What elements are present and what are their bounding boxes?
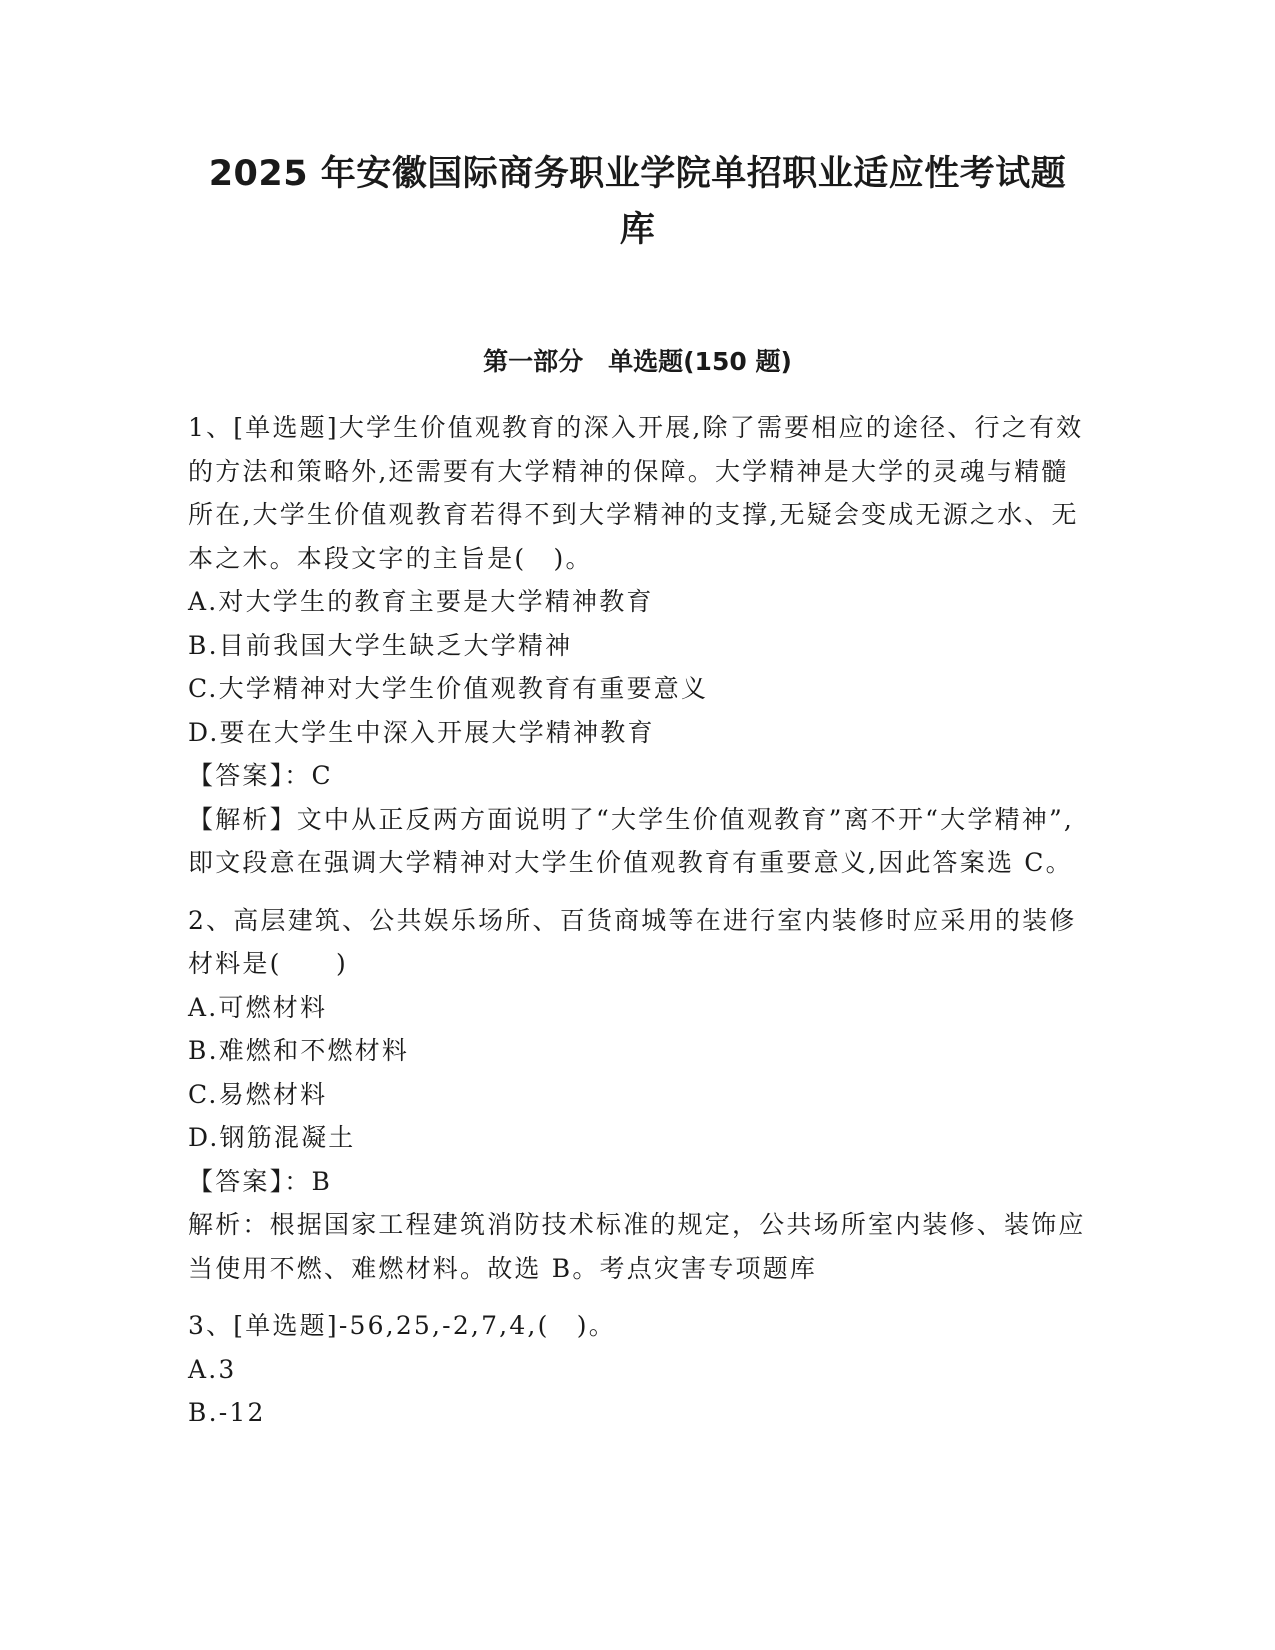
- document-title-line-2: 库: [619, 210, 656, 250]
- option-c: C.易燃材料: [188, 1079, 328, 1109]
- section-title: 第一部分 单选题(150 题): [483, 347, 792, 376]
- option-b: B.-12: [188, 1398, 266, 1427]
- question-stem: 3、[单选题]-56,25,-2,7,4,( )。: [188, 1311, 616, 1340]
- option-b: B.目前我国大学生缺乏大学精神: [188, 630, 573, 660]
- analysis: 解析：根据国家工程建筑消防技术标准的规定，公共场所室内装修、装饰应当使用不燃、难燃材料。故选 B。考点灾害专项题库: [188, 1210, 1086, 1283]
- question-stem: 2、高层建筑、公共娱乐场所、百货商城等在进行室内装修时应采用的装修材料是( ): [188, 905, 1077, 978]
- document-title: [150, 146, 1125, 258]
- question-list: [188, 406, 1088, 1449]
- document-title-line-1: 2025 年安徽国际商务职业学院单招职业适应性考试题: [208, 154, 1067, 194]
- option-d: D.要在大学生中深入开展大学精神教育: [188, 717, 655, 747]
- question-2: [188, 899, 1088, 1291]
- question-3: [188, 1304, 1088, 1435]
- option-c: C.大学精神对大学生价值观教育有重要意义: [188, 674, 709, 703]
- question-stem: 1、[单选题]大学生价值观教育的深入开展,除了需要相应的途径、行之有效的方法和策略外,还需要有大学精神的保障。大学精神是大学的灵魂与精髓所在,大学生价值观教育若得不到大学精神的支撑,无疑会变成无源之水、无本之木。本段文字的主旨是( )。: [188, 413, 1084, 573]
- answer: 【答案】：C: [188, 761, 333, 790]
- option-a: A.对大学生的教育主要是大学精神教育: [188, 587, 654, 616]
- answer: 【答案】：B: [188, 1166, 333, 1196]
- question-1: [188, 406, 1088, 885]
- analysis: 【解析】文中从正反两方面说明了“大学生价值观教育”离不开“大学精神”,即文段意在强调大学精神对大学生价值观教育有重要意义,因此答案选 C。: [188, 804, 1075, 877]
- option-b: B.难燃和不燃材料: [188, 1036, 410, 1065]
- option-d: D.钢筋混凝土: [188, 1123, 356, 1152]
- option-a: A.可燃材料: [188, 992, 328, 1022]
- option-a: A.3: [188, 1354, 237, 1384]
